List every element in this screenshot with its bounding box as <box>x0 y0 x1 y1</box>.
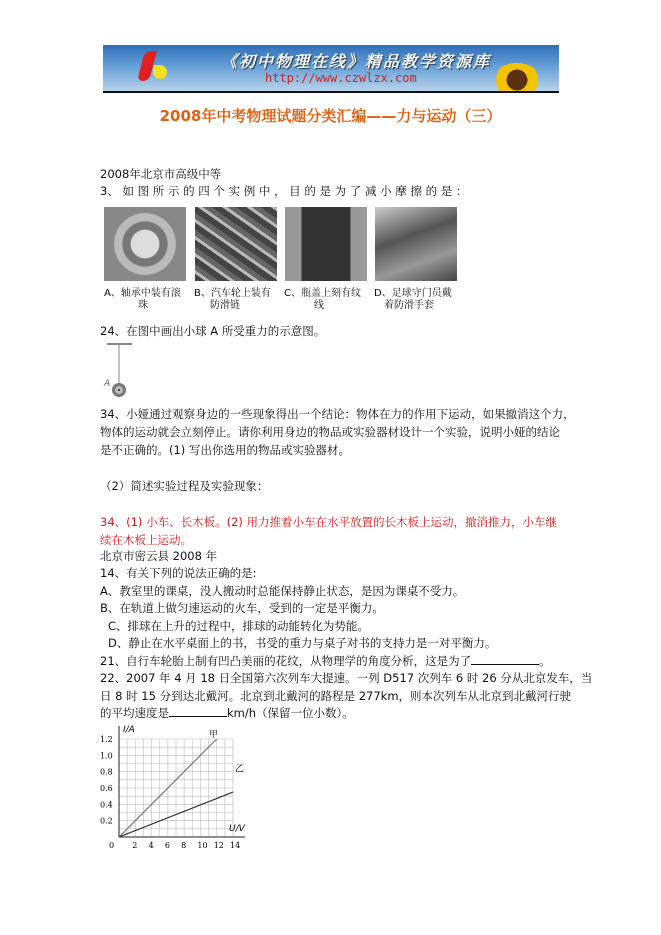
x-tick-label: 6 <box>164 841 170 850</box>
answer-blank[interactable] <box>471 654 539 665</box>
y-tick-label: 1.0 <box>100 751 113 761</box>
y-tick-label: 0.8 <box>100 767 113 777</box>
question-14: 14、有关下列的说法正确的是: <box>100 566 257 580</box>
answer-blank[interactable] <box>169 706 227 717</box>
question-3: 3、 如 图 所 示 的 四 个 实 例 中 ， 目 的 是 为 了 减 小 摩 擦 的 是 ： <box>100 184 468 198</box>
banner-url[interactable]: http://www.czwlzx.com <box>265 71 417 85</box>
logo-icon-yellow <box>153 65 167 79</box>
question-34-part2: （2）简述实验过程及实验现象： <box>100 479 269 493</box>
document-title: 2008年中考物理试题分类汇编——力与运动（三） <box>159 107 502 125</box>
answer-34-line2: 续在木板上运动。 <box>100 533 192 547</box>
question-22-line2: 日 8 时 15 分到达北戴河。北京到北戴河的路程是 277km，则本次列车从北京到北戴河行驶 <box>100 689 572 703</box>
source-label: 2008年北京市高级中等 <box>100 167 222 181</box>
x-tick-label: 2 <box>132 841 138 850</box>
x-tick-label: 8 <box>181 841 187 850</box>
q14-option-d: D、静止在水平桌面上的书，书受的重力与桌子对书的支持力是一对平衡力。 <box>108 636 497 650</box>
q14-option-b: B、在轨道上做匀速运动的火车，受到的一定是平衡力。 <box>100 601 384 615</box>
y-tick-label: 0.6 <box>100 784 113 793</box>
x-tick-label: 10 <box>197 841 208 850</box>
sunflower-image <box>493 63 541 93</box>
series-label: 乙 <box>235 764 245 775</box>
ball-label: A <box>104 379 111 389</box>
x-axis-label: U/V <box>229 824 245 834</box>
series-label: 甲 <box>208 730 218 740</box>
q14-option-c: C、排球在上升的过程中，排球的动能转化为势能。 <box>108 619 370 633</box>
option-d: D、足球守门员戴 着防滑手套 <box>374 288 452 311</box>
question-22-line3: 的平均速度是 km/h（保留一位小数）。 <box>100 706 354 720</box>
question-34-line2: 物体的运动就会立刻停止。请你利用身边的物品或实验器材设计一个实验，说明小娅的结论 <box>100 425 560 439</box>
bottle-cap-photo <box>285 207 367 281</box>
answer-34-line1: 34、(1) 小车、长木板。(2) 用力推着小车在水平放置的长木板上运动，撤消推力，小车继 <box>100 515 558 529</box>
question-24: 24、在图中画出小球 A 所受重力的示意图。 <box>100 324 326 338</box>
pendulum-figure <box>100 340 140 400</box>
tire-chain-photo <box>195 207 277 281</box>
goalkeeper-photo <box>375 207 457 281</box>
x-tick-label: 12 <box>213 841 224 850</box>
x-tick-label: 0 <box>109 841 115 850</box>
bearing-photo <box>104 207 186 281</box>
site-banner <box>103 45 559 93</box>
y-tick-label: 0.2 <box>100 816 113 826</box>
y-tick-label: 1.2 <box>100 735 113 744</box>
option-b: B、汽车轮上装有 防滑链 <box>194 288 271 311</box>
question-34-line1: 34、小娅通过观察身边的一些现象得出一个结论：物体在力的作用下运动，如果撤消这个力， <box>100 407 575 421</box>
y-tick-label: 0.4 <box>100 800 113 810</box>
option-c: C、瓶盖上刻有纹 线 <box>284 288 361 311</box>
question-22-line1: 22、2007 年 4 月 18 日全国第六次列车大提速。一列 D517 次列车 6 时 26 分从北京发车，当 <box>100 671 593 685</box>
option-a: A、轴承中装有滚 珠 <box>104 288 181 311</box>
x-tick-label: 4 <box>148 841 154 850</box>
iu-graph <box>95 722 270 857</box>
source-label-2: 北京市密云县 2008 年 <box>100 549 218 563</box>
q14-option-a: A、教室里的课桌，没人搬动时总能保持静止状态，是因为课桌不受力。 <box>100 584 465 598</box>
y-axis-label: I/A <box>123 725 135 735</box>
x-tick-label: 14 <box>230 841 241 850</box>
banner-title: 《初中物理在线》精品教学资源库 <box>221 52 492 71</box>
question-21: 21、自行车轮胎上制有凹凸美丽的花纹，从物理学的角度分析，这是为了 。 <box>100 654 551 668</box>
question-34-line3: 是不正确的。(1) 写出你选用的物品或实验器材。 <box>100 443 350 457</box>
